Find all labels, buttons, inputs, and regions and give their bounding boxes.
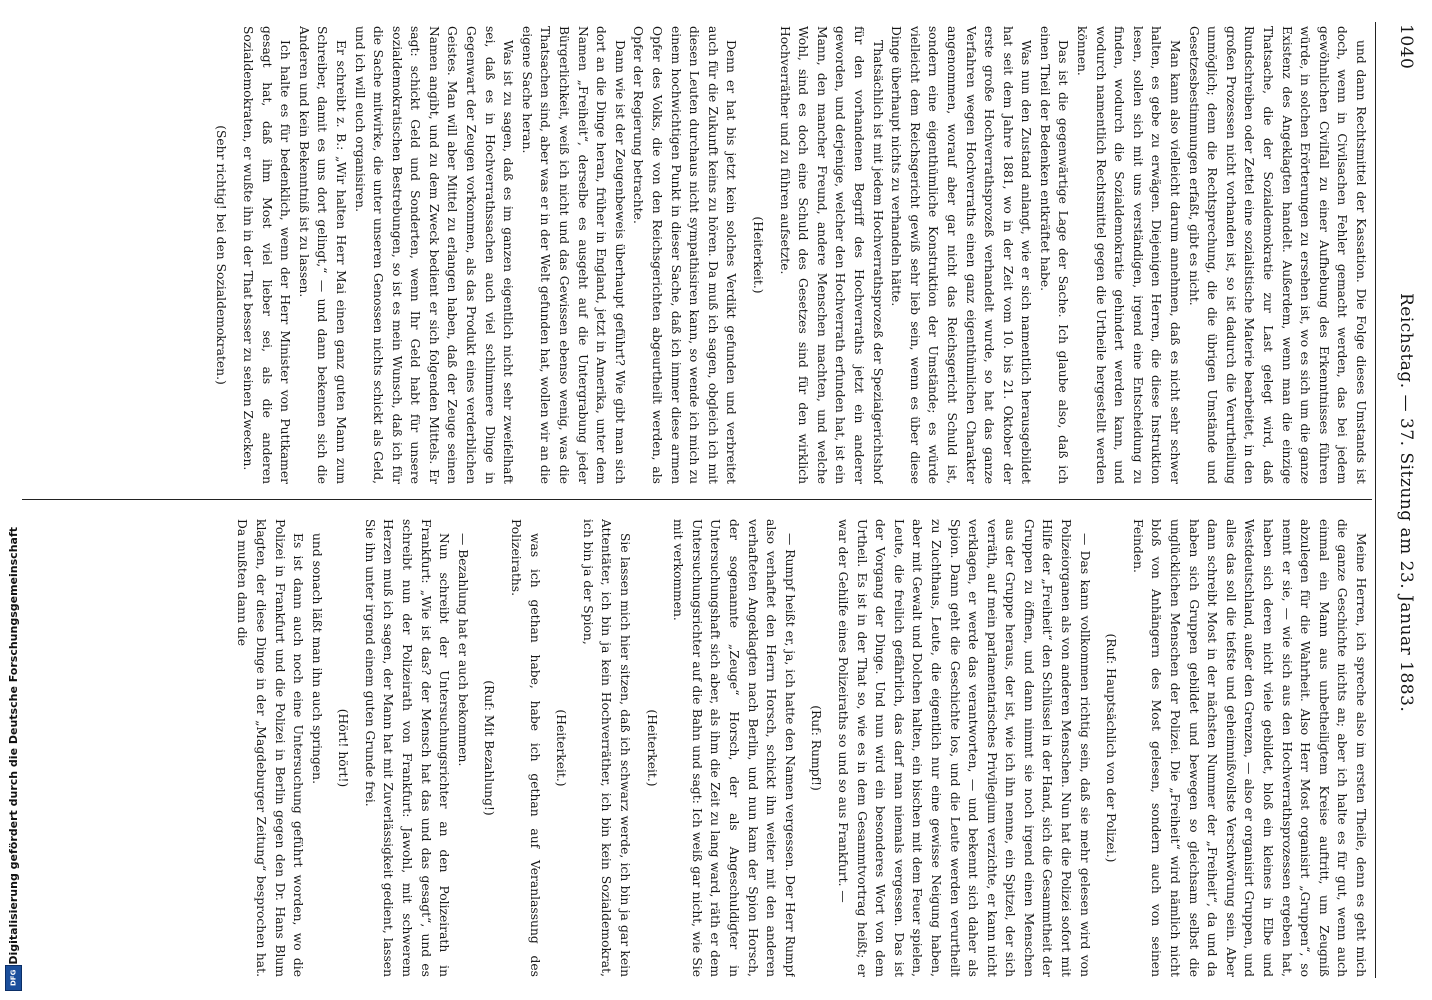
digitization-credit — [4, 10, 22, 995]
paragraph: Nun schreibt der Untersuchungsrichter an den Polizeirath in Frankfurt: „Wie ist das? der Mensch hat das und das gesagt“, und es schreibt nun der Polizeirath von Frankfurt: Jawohl, mit schwerem Herzen muß ich sagen, der Mann hat mit Zuverlässigkeit gedient, lassen Sie ihn unter irgend einem guten Grunde frei. — [362, 519, 452, 977]
paragraph: Er schreibt z. B.: „Wir halten Herr Mai einen ganz guten Mann zum Schreiber, damit es uns dort gelingt,“ — und dann bekennen sich die Anderen und kein Bekenntniß ist zu lassen. — [296, 26, 348, 484]
paragraph: und sonach läßt man ihn auch springen. — [309, 533, 324, 784]
paragraph: — Rumpf heißt er, ja, ich hatte den Namen vergessen. Der Herr Rumpf also verhaftet den Herrn Horsch, schickt ihn weiter mit den anderen verhafteten Angeklagten nach Berlin, und nun kam der Spion Horsch, der sogenannte „Zeuge“ Horsch, der als Angeschuldigter in Untersuchungshaft sich aber, als ihm die Zeit zu lang ward, räth er dem Untersuchungsrichter auf die Bahn und sagt: Ich weiß gar nicht, wie Sie mit verkommen. — [671, 519, 797, 977]
paragraph: Sie lassen mich hier sitzen, daß ich schwarz werde, ich bin ja gar kein Attentäter, ich bin ja kein Hochverräther, ich bin kein Sozialdemokrat, ich bin ja der Spion, — [580, 519, 633, 977]
paragraph: Dann wie ist der Zeugenbeweis überhaupt geführt? Wie gibt man sich dort an die Dinge heran, früher in England, jetzt in Amerika, unter dem Namen „Freiheit“, derselbe es ausgeht auf die Untergrabung jeder Bürgerlichkeit, weiß ich nicht und das Gewissen ebenso wenig, was die Thatsachen sind, aber was er in der Welt gefunden hat, wollen wir an die eigene Sache heran. — [519, 26, 627, 484]
interjection: (Ruf: Rumpf!) — [809, 705, 824, 791]
paragraph: Man kann also vielleicht darum annehmen, daß es nicht sehr schwer halten, es gebe zu erwägen. Diejenigen Herren, die diese Instruktion lesen, sollen sich mit uns verständigen, irgend eine Entscheidung zu finden, wodurch die Sozialdemokratie gehindert werden kann, und wodurch namentlich Rechtsmittel gegen die Urtheile hergestellt werden können. — [1075, 26, 1183, 484]
paragraph: Denn er hat bis jetzt kein solches Verdikt gefunden und verbreitet auch für die Zukunft keins zu hören. Da muß ich sagen, obgleich ich mit diesen Leuten durchaus nicht sympathisiren kann, so wende ich mich zu einem hochwichtigen Punkt in dieser Sache, daß ich immer diese armen Opfer des Volks, die von den Reichsgerichten abgeurtheilt werden, als Opfer der Regierung betrachte. — [631, 26, 739, 484]
header-rule — [1375, 22, 1376, 978]
paragraph: Ich halte es für bedenklich, wenn der Herr Minister von Puttkamer gesagt hat, daß ihm Most viel lieber sei, als die anderen Sozialdemokraten, er wußte ihn in der That besser zu seinen Zwecken. — [240, 26, 293, 484]
left-column — [25, 26, 1370, 484]
paragraph: — Das kann vollkommen richtig sein, daß sie mehr gelesen wird von Polizeiorganen als von anderen Menschen. Nun hat die Polizei sofort mit Hilfe der „Freiheit“ den Schlüssel in der Hand, sich die Gesammtheit der Gruppen zu öffnen, und dann nimmt sie noch irgend einen Menschen aus der Gruppe heraus, der ist, wie ich ihn nenne, ein Spitzel, der sich verräth, auf mein parlamentarisches Privilegium verzichte, er kann nicht verklagen, er werde das verantworten, — und bekennt sich daher als Spion. Dann geht die Geschichte los, und die Leute werden verurtheilt zu Zuchthaus, Leute, die eigentlich nur eine gewisse Neigung haben, aber mit Gewalt und Dolchen halten, ein bischen mit dem Feuer spielen, Leute, die freilich gefährlich, das darf man niemals vergessen. Das ist der Vorgang der Dinge. Und nun wird ein besonderes Wort von dem Urtheil. Es ist in der That so, wie es in dem Gesammtvortrag heißt; er war der Gehilfe eines Polizeiraths so und so aus Frankfurt. — — [835, 519, 1092, 977]
paragraph: Meine Herren, ich spreche also im ersten Theile, denn es geht mich die ganze Geschichte nichts an; aber ich halte es für gut, wenn auch einmal ein Mann aus unbetheiligtem Kreise auftritt, um Zeugniß abzulegen für die Wahrheit. Also Herr Most organisirt „Gruppen“, so nennt er sie, — wie sich aus den Hochverrathsprozessen ergeben hat, haben sich deren nicht viele gebildet, bloß ein kleines in Elbe und Westdeutschland, außer den Grenzen, — also er organisirt Gruppen, und alles das soll die tiefste und geheimnißvollste Verschwörung sein. Aber dann schreibt Most in der nächsten Nummer der „Freiheit“, da und da haben sich Gruppen gebildet und bewegen so gleichsam selbst die unglücklichen Menschen der Polizei. Die „Freiheit“ wird nämlich nicht bloß von Anhängern des Most gelesen, sondern auch von seinen Feinden. — [1130, 519, 1368, 977]
interjection: (Hört! hört!) — [336, 708, 351, 788]
interjection: (Ruf: Mit Bezahlung!) — [482, 680, 497, 816]
page-title: Reichstag. — 37. Sitzung am 23. Januar 1883. — [1396, 292, 1416, 713]
paragraph: Was nun den Zustand anlangt, wie er sich namentlich herausgebildet hat seit dem Jahre 1881, wo in der Zeit vom 10. bis 21. Oktober der erste große Hochverrathsprozeß verhandelt wurde, so hat das ganze Verfahren wegen Hochverraths einen ganz eigenthümlichen Charakter angenommen, worauf aber gar nicht das Reichsgericht Schuld ist, sondern eine eigenthümliche Konstruktion der Umstände; es würde vielleicht dem Reichsgericht gewiß sehr lieb sein, wenn es über diese Dinge überhaupt nichts zu verhandeln hätte. — [889, 26, 1034, 484]
paragraph: was ich gethan habe, habe ich gethan auf Veranlassung des Polizeiraths. — [509, 519, 542, 977]
column-divider — [22, 499, 1372, 500]
interjection: (Sehr richtig! bei den Sozialdemokraten.) — [214, 125, 229, 385]
right-column — [25, 519, 1370, 977]
credit-text: Digitalisierung gefördert durch die Deutsche Forschungsgemeinschaft — [6, 527, 20, 965]
interjection: (Heiterkeit.) — [751, 216, 765, 294]
page-header — [1376, 24, 1416, 976]
interjection: (Ruf: Hauptsächlich von der Polizei.) — [1104, 633, 1119, 863]
paragraph: Das ist die gegenwärtige Lage der Sache. Ich glaube also, daß ich einen Theil der Bedenken entkräftet habe. — [1037, 26, 1071, 484]
dfg-logo: DFG — [5, 965, 22, 991]
paragraph: Thatsächlich ist mit jedem Hochverrathsprozeß der Spezialgerichtshof für den vorhandenen Begriff des Hochverraths jetzt ein anderer geworden, und derjenige, welcher den Hochverrath erfunden hat, ist ein Mann, den mancher Freund, andere Menschen machten, und welche Wohl, sind es doch eine Schuld des Gesetzes sind für den wirklich Hochverräther und zu führen aufsetzte. — [777, 26, 885, 484]
interjection: (Heiterkeit.) — [644, 709, 659, 787]
paragraph: Was ist zu sagen, daß es im ganzen eigentlich nicht sehr zweifelhaft sei, daß es in Hochverrathssachen auch viel schlimmere Dinge in Gegenwart der Zeugen vorkommen, als das Produkt eines verderblichen Geistes. Man will aber Mittel zu erlangen haben, daß der Zeuge seinen Namen angibt, und zu dem Zweck bedient er sich folgenden Mittels. Er sagt: schickt Geld und Sonderten, wenn Ihr Geld habt für unsere sozialdemokratischen Bestrebungen, so ist es mein Wunsch, daß ich für die Sache mitwirke, die unter unseren Genossen nichts schickt als Geld, und ich will euch organisiren. — [352, 26, 516, 484]
page-number: 1040 — [1396, 24, 1416, 70]
newspaper-page — [10, 4, 1422, 996]
paragraph: Es ist dann auch noch eine Untersuchung geführt worden, wo die Polizei in Frankfurt und die Polizei in Berlin gegen den Dr. Hans Blum klagten, der diese Dinge in der „Magdeburger Zeitung“ besprochen hat. Da mußten dann die — [235, 519, 306, 977]
paragraph: — Bezahlung hat er auch bekommen. — [455, 533, 470, 767]
paragraph: und dann Rechtsmittel der Kassation. Die Folge dieses Umstands ist doch, wenn in Civilsachen Fehler gemacht werden, das bei jedem gewöhnlichen Civilfall zu einer Aufhebung des Erkenntnisses führen würde, in solchen Erörterungen zu ersehen ist, wo es sich um die ganze Existenz des Angeklagten handelt. Außerdem, wenn man die einzige Thatsache, die der Sozialdemokratie zur Last gelegt wird, daß Rundschreiben oder Zettel eine sozialistische Materie bearbeitet, in den großen Prozessen nicht vorhanden ist, so ist dadurch die Verurtheilung unmöglich; denn die Rechtsprechung, die die übrigen Umstände und Gesetzesbestimmungen erfaßt, gibt es nicht. — [1186, 26, 1368, 484]
interjection: (Heiterkeit.) — [554, 709, 569, 787]
